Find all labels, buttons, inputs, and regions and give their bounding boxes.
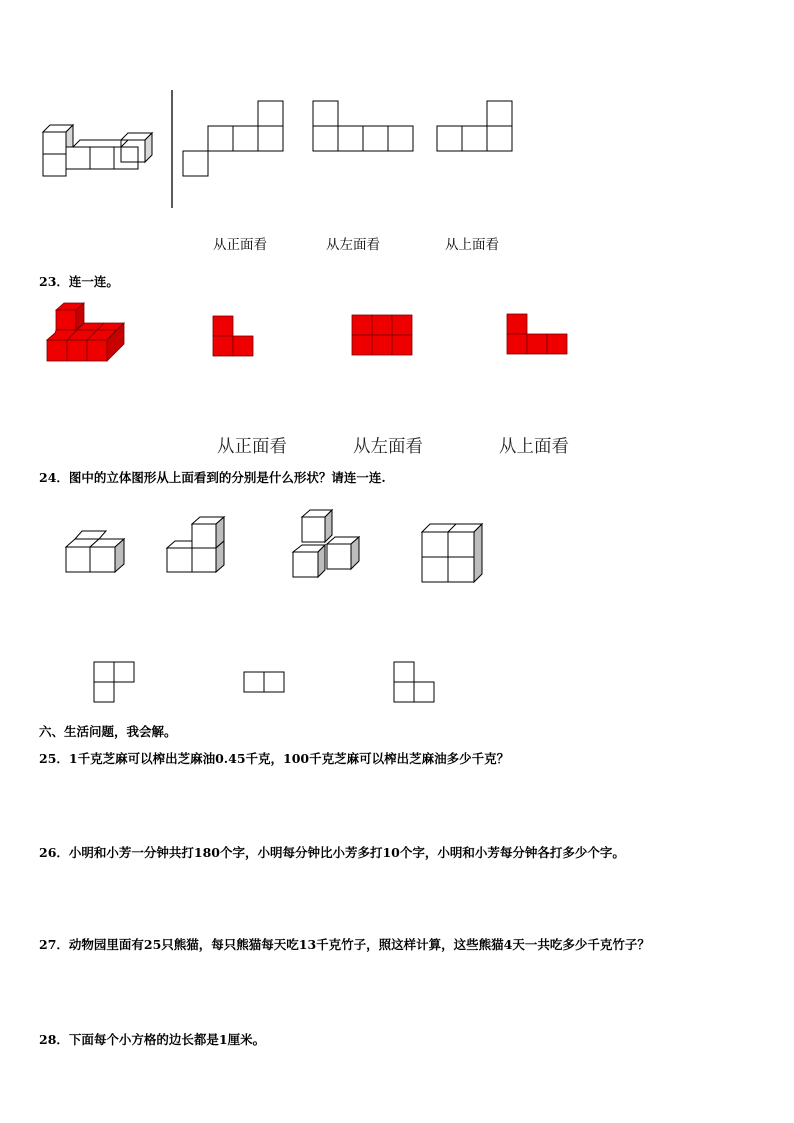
q23-caption-front: 从正面看 bbox=[217, 437, 287, 457]
q22-caption-left: 从左面看 bbox=[326, 237, 380, 253]
q27-text: 27．动物园里面有25只熊猫，每只熊猫每天吃13千克竹子，照这样计算，这些熊猫4天一共吃多少千克竹子？ bbox=[39, 937, 650, 952]
q25-text: 25．1千克芝麻可以榨出芝麻油0.45千克，100千克芝麻可以榨出芝麻油多少千克？ bbox=[39, 751, 510, 766]
q23-caption-left: 从左面看 bbox=[353, 437, 423, 457]
section-6-title: 六、生活问题，我会解。 bbox=[39, 724, 177, 739]
q26-text: 26．小明和小芳一分钟共打180个字，小明每分钟比小芳多打10个字，小明和小芳每分钟各打多少个字。 bbox=[39, 845, 625, 860]
q28-text: 28．下面每个小方格的边长都是1厘米。 bbox=[39, 1032, 266, 1047]
q24-title: 24．图中的立体图形从上面看到的分别是什么形状？请连一连. bbox=[39, 470, 386, 485]
q23-title: 23．连一连。 bbox=[39, 274, 119, 289]
q22-caption-front: 从正面看 bbox=[213, 237, 267, 253]
q22-caption-top: 从上面看 bbox=[445, 237, 499, 253]
q23-caption-top: 从上面看 bbox=[499, 437, 569, 457]
